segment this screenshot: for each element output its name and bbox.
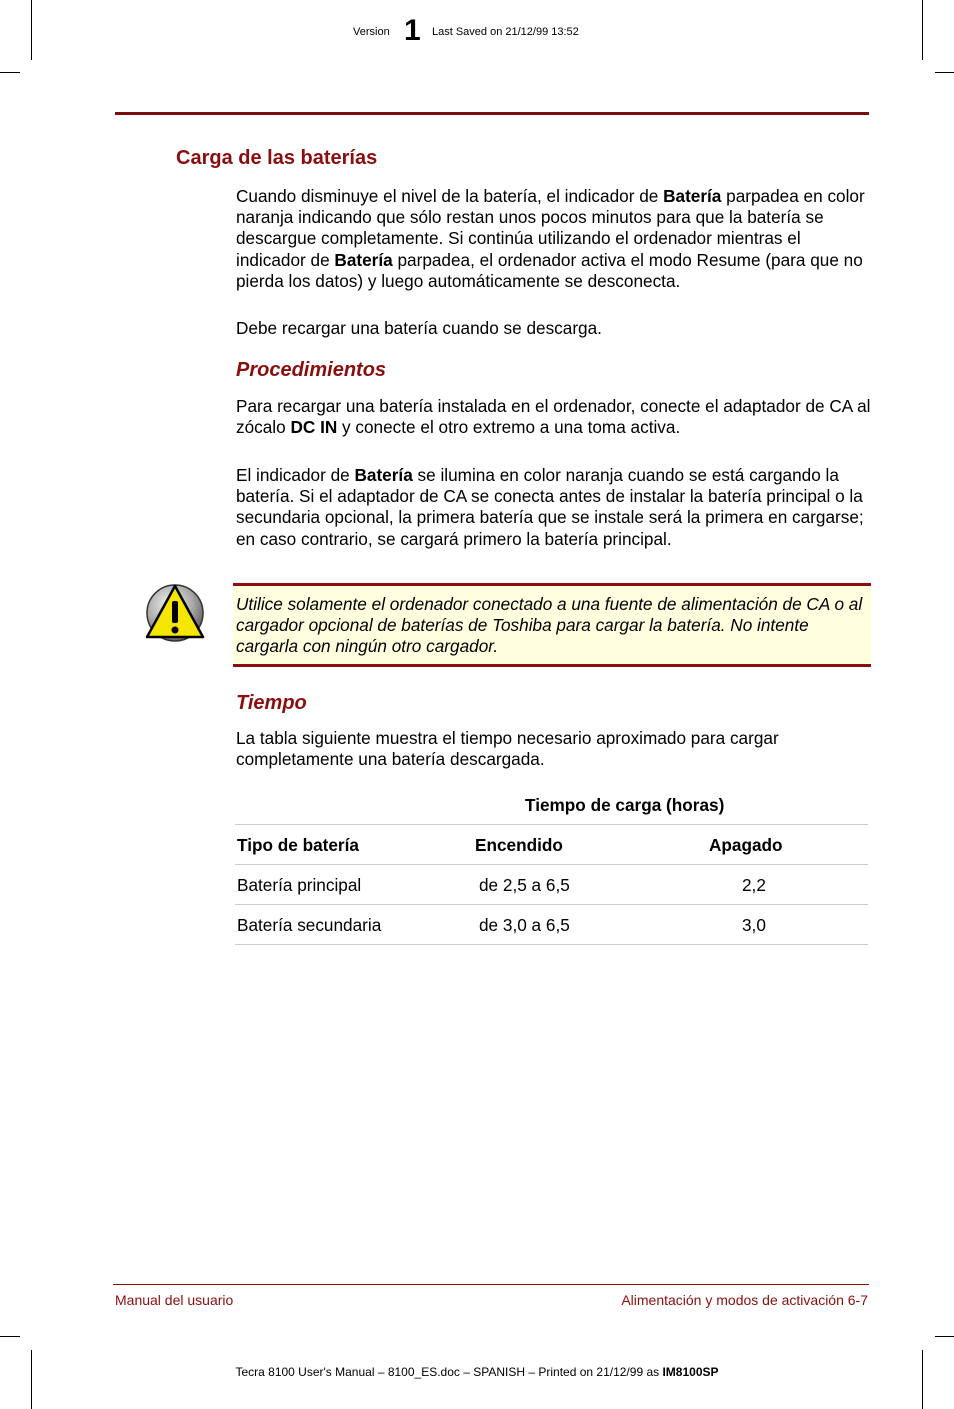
time-title: Tiempo xyxy=(236,692,307,714)
footer-rule xyxy=(113,1284,869,1285)
bold-term: Batería xyxy=(663,186,722,206)
table-group-header-row xyxy=(235,785,868,825)
table-group-header: Tiempo de carga (horas) xyxy=(525,795,725,815)
section-title: Carga de las baterías xyxy=(176,147,378,169)
bold-term: Batería xyxy=(334,249,393,270)
procedures-paragraph-1 xyxy=(236,396,872,438)
text-run: y conecte el otro extremo a una toma activa. xyxy=(337,417,681,438)
footer-right: Alimentación y modos de activación 6-7 xyxy=(621,1292,868,1308)
text-run: parpadea, el ordenador activa el modo Resume (para que no pierda los datos) y luego automáticamente se desconecta. xyxy=(236,249,863,291)
version-label: Version xyxy=(353,26,390,38)
crop-mark xyxy=(0,72,20,73)
print-info-text: Tecra 8100 User's Manual – 8100_ES.doc – SPANISH – Printed on 21/12/99 as xyxy=(235,1365,663,1379)
table-cell: 2,2 xyxy=(742,875,766,895)
text-run: parpadea en color naranja indicando que sólo restan unos pocos minutos para que la batería se descargue completamente. Si continúa utilizando el ordenador mientras el indicador de xyxy=(236,186,865,270)
column-header: Encendido xyxy=(475,835,563,855)
text-run: Para recargar una batería instalada en el ordenador, conecte el adaptador de CA al zócalo xyxy=(236,396,871,438)
column-header: Apagado xyxy=(709,835,783,855)
top-rule xyxy=(115,112,869,115)
section-paragraph-2: Debe recargar una batería cuando se descarga. xyxy=(236,318,602,338)
charge-time-table xyxy=(235,785,868,945)
warning-icon xyxy=(143,583,207,643)
table-header-row xyxy=(235,825,868,865)
table-row xyxy=(235,905,868,945)
warning-note xyxy=(233,583,871,667)
warning-text: Utilice solamente el ordenador conectado a una fuente de alimentación de CA o al cargador opcional de baterías de Toshiba para cargar la batería. No intente cargarla con ningún otro cargador. xyxy=(236,594,863,657)
crop-mark xyxy=(0,1336,20,1337)
print-info xyxy=(0,1365,954,1379)
version-number: 1 xyxy=(404,14,421,47)
time-paragraph: La tabla siguiente muestra el tiempo necesario aproximado para cargar completamente una batería descargada. xyxy=(236,728,779,770)
column-header: Tipo de batería xyxy=(237,835,359,855)
section-paragraph-1 xyxy=(236,186,872,292)
table-cell: 3,0 xyxy=(742,915,766,935)
bold-term: DC IN xyxy=(290,417,338,438)
crop-mark xyxy=(922,1350,923,1409)
print-code: IM8100SP xyxy=(662,1365,719,1379)
text-run: Cuando disminuye el nivel de la batería, el indicador de xyxy=(236,186,664,206)
procedures-paragraph-2 xyxy=(236,465,872,550)
procedures-title: Procedimientos xyxy=(236,359,387,381)
table-cell: Batería principal xyxy=(237,875,362,895)
text-run: El indicador de xyxy=(236,465,355,485)
table-cell: de 3,0 a 6,5 xyxy=(479,915,570,935)
table-row xyxy=(235,865,868,905)
page-header xyxy=(0,14,954,50)
table-cell: de 2,5 a 6,5 xyxy=(479,875,570,895)
footer-left: Manual del usuario xyxy=(115,1292,234,1308)
table-cell: Batería secundaria xyxy=(237,915,382,935)
bold-term: Batería xyxy=(354,465,413,485)
crop-mark xyxy=(935,72,954,73)
crop-mark xyxy=(935,1336,954,1337)
text-run: se ilumina en color naranja cuando se está cargando la batería. Si el adaptador de CA se conecta antes de instalar la batería principal o la secundaria opcional, la primera batería que se instale será la primera en cargarse; en caso contrario, se cargará primero la batería principal. xyxy=(236,465,864,549)
last-saved: Last Saved on 21/12/99 13:52 xyxy=(432,26,579,38)
crop-mark xyxy=(31,1350,32,1409)
